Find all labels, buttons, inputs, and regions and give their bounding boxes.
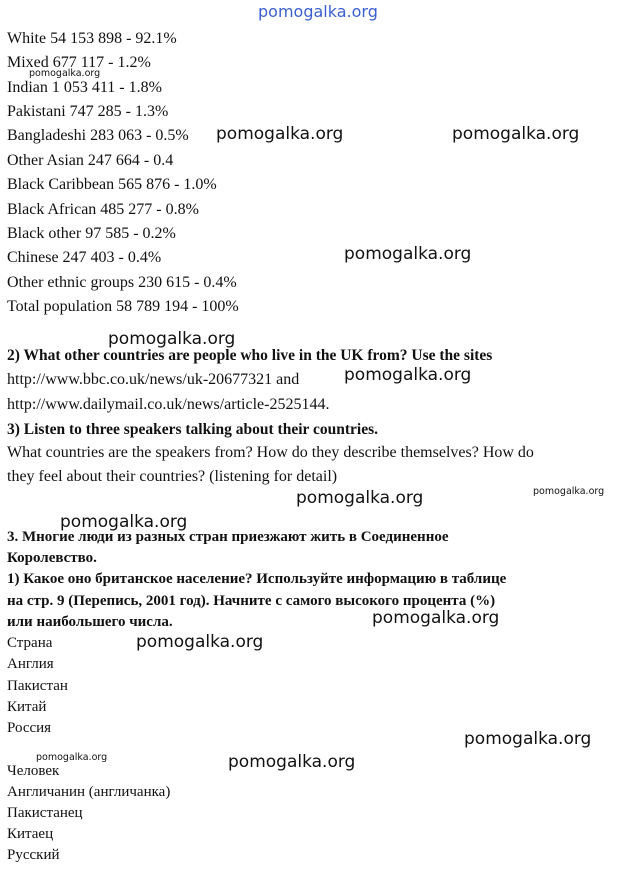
person-item: Китаец [7,826,54,842]
question-2-link2-line [7,396,329,414]
country-item: Пакистан [7,678,68,694]
watermark: pomogalka.org [216,124,344,144]
stat-black-african: Black African 485 277 - 0.8% [7,201,199,218]
bbc-link[interactable]: http://www.bbc.co.uk/news/uk-20677321 [7,371,273,388]
ru-heading-line2: Королевство. [7,550,97,566]
and-text: and [272,371,300,388]
dailymail-link[interactable]: http://www.dailymail.co.uk/news/article-2525144. [7,396,330,413]
watermark: pomogalka.org [136,632,264,652]
watermark: pomogalka.org [464,729,592,749]
country-item: Россия [7,720,52,736]
watermark: pomogalka.org [296,488,424,508]
stat-other-asian: Other Asian 247 664 - 0.4 [7,152,174,169]
watermark-small: pomogalka.org [36,752,108,763]
watermark: pomogalka.org [344,365,472,385]
person-item: Русский [7,847,60,863]
watermark: pomogalka.org [452,124,580,144]
countries-label: Страна [7,635,53,651]
ru-task-line1: 1) Какое оно британское население? Используйте информацию в таблице [7,571,507,587]
person-item: Пакистанец [7,805,83,821]
person-item: Англичанин (англичанка) [7,784,171,800]
country-item: Англия [7,656,54,672]
stat-white: White 54 153 898 - 92.1% [7,30,177,47]
question-2-title: 2) What other countries are people who live in the UK from? Use the sites [7,347,493,364]
stat-black-caribbean: Black Caribbean 565 876 - 1.0% [7,176,217,193]
stat-indian: Indian 1 053 411 - 1.8% [7,79,162,96]
stat-mixed: Mixed 677 117 - 1.2% [7,54,151,71]
question-3-text-line1: What countries are the speakers from? How do they describe themselves? How do [7,444,534,461]
people-label: Человек [7,763,60,779]
question-2-links-line [7,371,299,389]
stat-other-ethnic: Other ethnic groups 230 615 - 0.4% [7,274,237,291]
stat-chinese: Chinese 247 403 - 0.4% [7,249,162,266]
stat-black-other: Black other 97 585 - 0.2% [7,225,176,242]
stat-total: Total population 58 789 194 - 100% [7,298,239,315]
watermark-small: pomogalka.org [533,486,605,497]
watermark-small: pomogalka.org [29,68,101,79]
country-item: Китай [7,699,47,715]
watermark: pomogalka.org [60,512,188,532]
question-3-title: 3) Listen to three speakers talking about their countries. [7,421,378,438]
question-3-text-line2: they feel about their countries? (listening for detail) [7,468,338,485]
ru-heading-line1: 3. Многие люди из разных стран приезжают жить в Соединенное [7,529,449,545]
watermark: pomogalka.org [372,608,500,628]
watermark: pomogalka.org [108,329,236,349]
ru-task-line3: или наибольшего числа. [7,614,173,630]
watermark: pomogalka.org [228,752,356,772]
stat-bangladeshi: Bangladeshi 283 063 - 0.5% [7,127,189,144]
ru-task-line2: на стр. 9 (Перепись, 2001 год). Начните с самого высокого процента (%) [7,593,496,609]
watermark-top: pomogalka.org [258,2,378,21]
watermark: pomogalka.org [344,244,472,264]
stat-pakistani: Pakistani 747 285 - 1.3% [7,103,169,120]
